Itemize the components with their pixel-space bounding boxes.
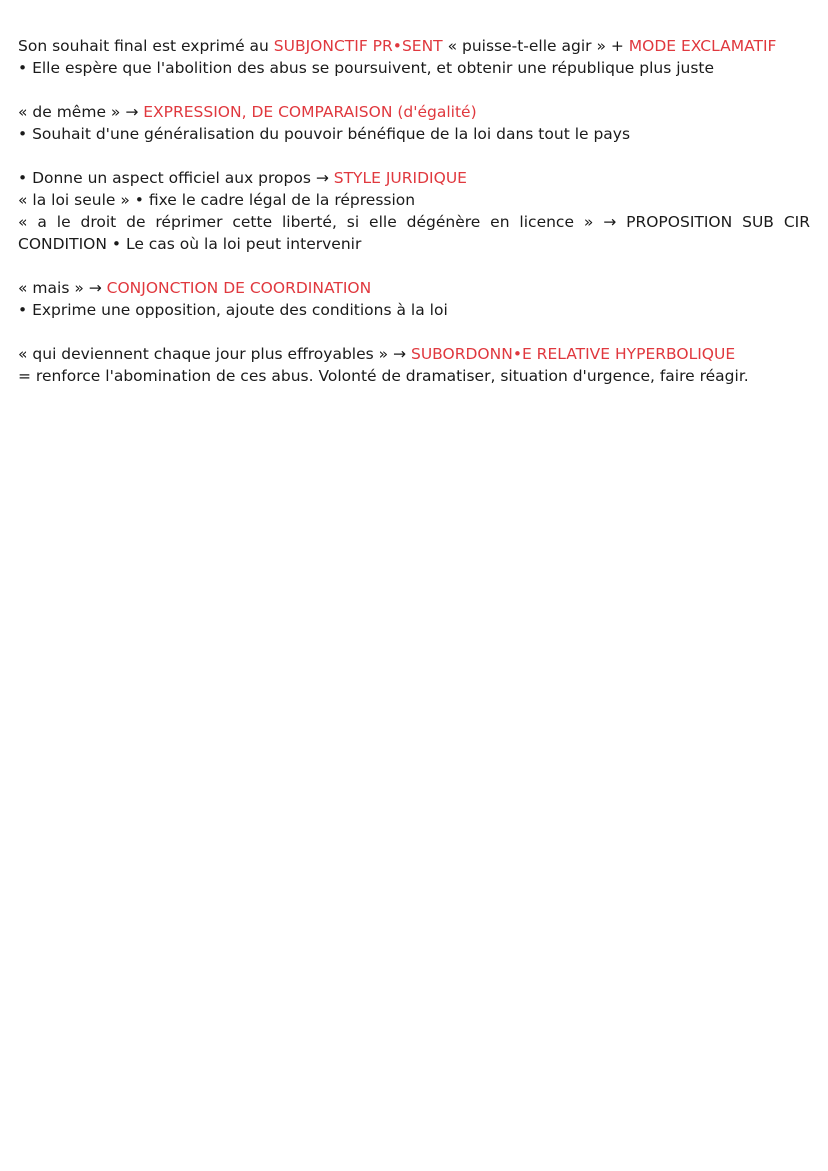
plain-text: « puisse-t-elle agir » + bbox=[442, 37, 629, 55]
text-line bbox=[18, 277, 810, 299]
paragraph-coordination bbox=[18, 277, 810, 321]
plain-text: « qui deviennent chaque jour plus effroyables » → bbox=[18, 345, 411, 363]
plain-text: « de même » → bbox=[18, 103, 144, 121]
text-line: CONDITION • Le cas où la loi peut intervenir bbox=[18, 235, 362, 253]
text-line: • Exprime une opposition, ajoute des conditions à la loi bbox=[18, 301, 448, 319]
highlighted-term: MODE EXCLAMATIF bbox=[628, 37, 777, 55]
highlighted-term: EXPRESSION, DE COMPARAISON (d'égalité) bbox=[143, 103, 477, 121]
paragraph-subjonctif bbox=[18, 35, 810, 79]
plain-text: « mais » → bbox=[18, 279, 107, 297]
text-line bbox=[18, 167, 810, 189]
plain-text: • Donne un aspect officiel aux propos → bbox=[18, 169, 334, 187]
text-line: = renforce l'abomination de ces abus. Volonté de dramatiser, situation d'urgence, faire réagir. bbox=[18, 367, 749, 385]
text-line: • Souhait d'une généralisation du pouvoir bénéfique de la loi dans tout le pays bbox=[18, 125, 631, 143]
plain-text: Son souhait final est exprimé au bbox=[18, 37, 274, 55]
text-line-justified: « a le droit de réprimer cette liberté, si elle dégénère en licence » → PROPOSITION SUB CIR bbox=[18, 213, 810, 231]
highlighted-term: SUBORDONN•E RELATIVE HYPERBOLIQUE bbox=[410, 345, 736, 363]
document-page bbox=[18, 35, 810, 409]
text-line bbox=[18, 101, 810, 123]
text-line bbox=[18, 343, 810, 365]
highlighted-term: SUBJONCTIF PR•SENT bbox=[273, 37, 443, 55]
highlighted-term: STYLE JURIDIQUE bbox=[333, 169, 467, 187]
highlighted-term: CONJONCTION DE COORDINATION bbox=[106, 279, 372, 297]
paragraph-juridique bbox=[18, 167, 810, 255]
paragraph-relative bbox=[18, 343, 810, 387]
paragraph-comparaison bbox=[18, 101, 810, 145]
text-line bbox=[18, 35, 810, 57]
text-line: « la loi seule » • fixe le cadre légal de la répression bbox=[18, 191, 416, 209]
text-line: • Elle espère que l'abolition des abus se poursuivent, et obtenir une république plus juste bbox=[18, 59, 715, 77]
